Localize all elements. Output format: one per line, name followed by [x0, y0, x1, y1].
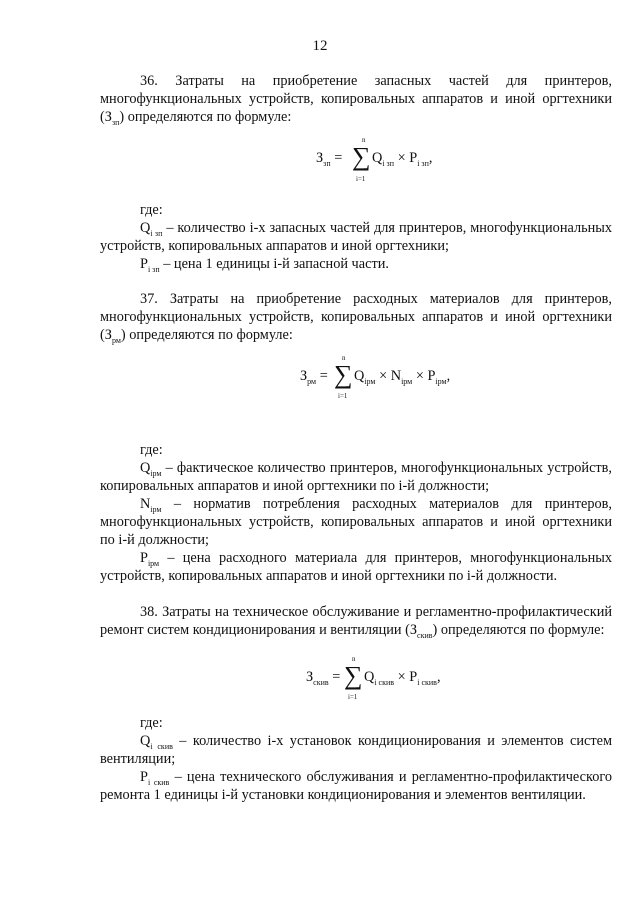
item-38-def-2: $P_{i скив}$ – цена технического обслуживания и регламентно-профилактического: [140, 769, 613, 787]
item-37-def-3: $P_{iрм}$ – цена расходного материала для принтеров, многофункциональных: [140, 550, 613, 568]
item-36-def-2: $P_{i зп}$ – цена 1 единицы i-й запасной части.: [140, 256, 389, 274]
item-36-where: где:: [140, 202, 163, 218]
item-37-lead: 37. Затраты на приобретение расходных материалов для принтеров,: [140, 291, 612, 307]
item-36-line2: многофункциональных устройств, копировальных аппаратов и иной оргтехники: [100, 91, 612, 107]
item-36-def-1: $Q_{i зп}$ – количество i-х запасных частей для принтеров, многофункциональных: [140, 220, 612, 238]
sum-icon: ∑: [344, 661, 363, 690]
item-38-where: где:: [140, 715, 163, 731]
item-37-def-1: $Q_{iрм}$ – фактическое количество принтеров, многофункциональных устройств,: [140, 460, 612, 478]
item-36-def-1-cont: устройств, копировальных аппаратов и иной оргтехники;: [100, 238, 449, 254]
sum-icon: ∑: [334, 360, 353, 389]
item-38-line2: ремонт систем кондиционирования и вентиляции $(З_{скив})$ определяются по формуле:: [100, 622, 605, 640]
item-37-line2: многофункциональных устройств, копировальных аппаратов и иной оргтехники: [100, 309, 612, 325]
item-38-def-2-cont: ремонта 1 единицы i-й установки кондиционирования и элементов вентиляции.: [100, 787, 586, 803]
item-37-def-2: $N_{iрм}$ – норматив потребления расходных материалов для принтеров,: [140, 496, 613, 514]
document-page: 12 36. Затраты на приобретение запасных частей для принтеров, многофункциональных устройств, копировальных аппаратов и иной оргтехники $(З_{зп})$ определяются по формуле: $З_{зп}$ = n ∑ i=1 $Q_{i зп} \times P_{i зп}$, где: $Q_{i зп}$ – количество i-х запасных частей для принтеров, многофункциональных устройств, копировальных аппаратов и иной оргтехники; $P_{i зп}$ – цена 1 единицы i-й запасной части. 37. Затраты на приобретение расходных материалов для принтеров, многофункциональных устройств, копировальных аппаратов и иной оргтехники $(З_{рм})$ определяются по формуле: $З_{рм}$ = n ∑ i=1 $Q_{iрм} \times N_{iрм} \times P_{iрм}$, где: $Q_{iрм}$ – фактическое количество принтеров, многофункциональных устройств, копировальных аппаратов и иной оргтехники по i-й должности; $N_{iрм}$ – норматив потребления расходных материалов для принтеров, многофункциональных устройств, копировальных аппаратов и иной оргтехники по i-й должности; $P_{iрм}$ – цена расходного материала для принтеров, многофункциональных устройств, копировальных аппаратов и иной оргтехники по i-й должности. 38. Затраты на техническое обслуживание и регламентно-профилактический ремонт систем кондиционирования и вентиляции $(З_{скив})$ определяются по формуле: $З_{скив}$ = n ∑ i=1 $Q_{i скив} \times P_{i скив}$, где: $Q_{i скив}$ – количество i-х установок кондиционирования и элементов систем вентиляции; $P_{i скив}$ – цена технического обслуживания и регламентно-профилактического ремонта 1 единицы i-й установки кондиционирования и элементов вентиляции.: [0, 0, 640, 905]
item-36-lead: 36. Затраты на приобретение запасных частей для принтеров,: [140, 73, 612, 89]
item-38-def-1-cont: вентиляции;: [100, 751, 176, 767]
item-37-def-2-cont2: по i-й должности;: [100, 532, 209, 548]
sum-icon: ∑: [352, 142, 371, 171]
item-38-lead: 38. Затраты на техническое обслуживание и регламентно-профилактический: [140, 604, 612, 620]
item-37-def-2-cont: многофункциональных устройств, копировальных аппаратов и иной оргтехники: [100, 514, 612, 530]
item-37-line3: $(З_{рм})$ определяются по формуле:: [100, 327, 293, 345]
item-37-def-1-cont: копировальных аппаратов и иной оргтехники по i-й должности;: [100, 478, 490, 494]
item-36-line3: $(З_{зп})$ определяются по формуле:: [100, 109, 292, 127]
item-38-def-1: $Q_{i скив}$ – количество i-х установок кондиционирования и элементов систем: [140, 733, 613, 751]
item-37-def-3-cont: устройств, копировальных аппаратов и иной оргтехники по i-й должности.: [100, 568, 558, 584]
item-37-where: где:: [140, 442, 163, 458]
page-number: 12: [312, 38, 328, 54]
